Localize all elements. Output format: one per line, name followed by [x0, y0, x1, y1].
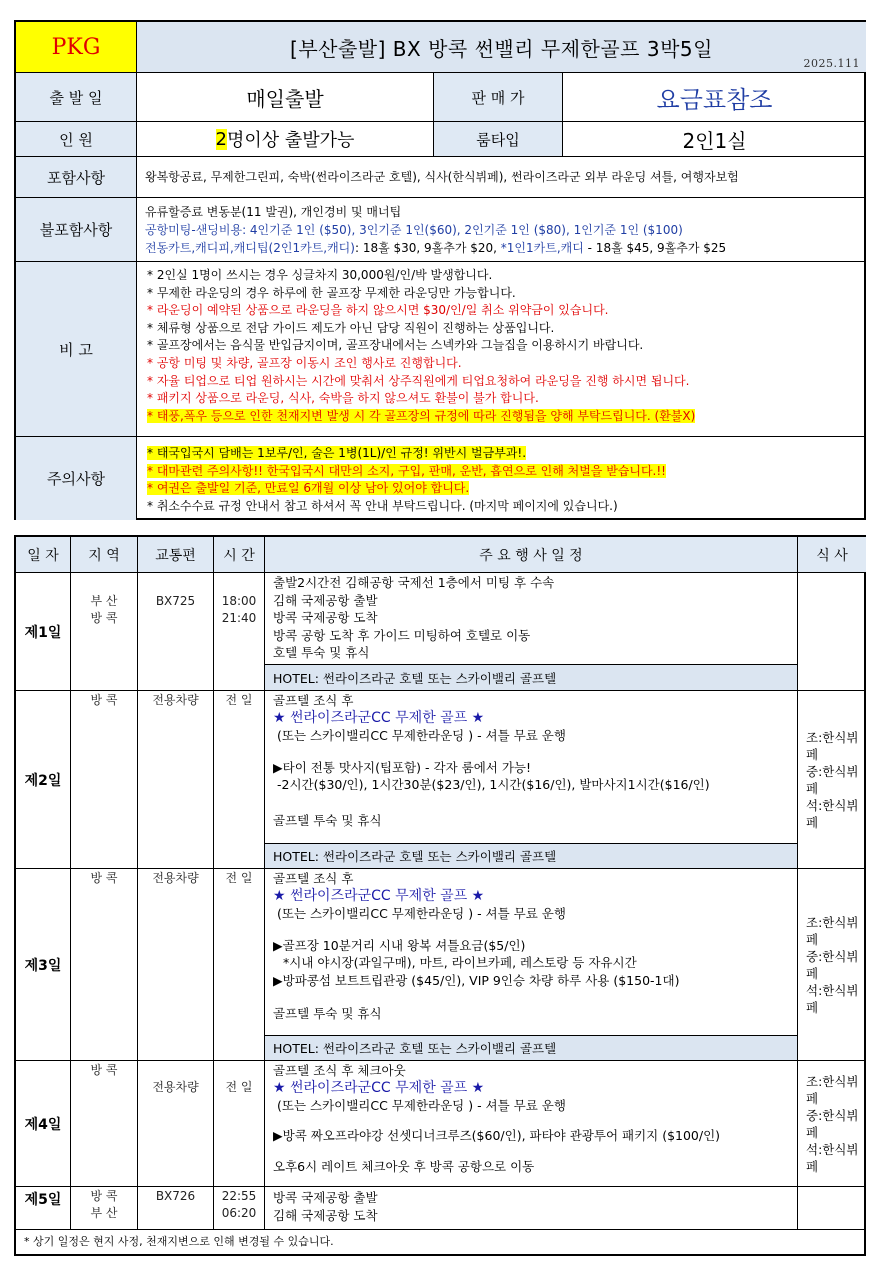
- day4-label: 제4일: [16, 1061, 71, 1187]
- day4-meal: [798, 1061, 866, 1187]
- col-header-transport: 교통편: [138, 537, 214, 573]
- day3-hotel: HOTEL: 썬라이즈라군 호텔 또는 스카이밸리 골프텔: [265, 1035, 797, 1060]
- day2-itinerary: [265, 691, 798, 869]
- day5-time-1: 22:55: [221, 1189, 257, 1203]
- day5-act-1: 방콕 국제공항 출발: [273, 1190, 378, 1205]
- day5-region: [71, 1187, 138, 1230]
- day2-region: [71, 691, 138, 869]
- day2-meal-dinner: 석:한식뷔페: [806, 797, 859, 830]
- day5-itinerary: [265, 1187, 798, 1230]
- price-value: 요금표참조: [563, 73, 866, 122]
- day4-meal-breakfast: 조:한식뷔페: [806, 1073, 859, 1106]
- remarks-line-text: * 체류형 상품으로 전담 가이드 제도가 아닌 담당 직원이 진행하는 상품입니다.: [147, 320, 555, 335]
- included-cell: [137, 157, 866, 198]
- day1-act-1: 출발2시간전 김해공항 국제선 1층에서 미팅 후 수속: [273, 575, 555, 590]
- day3-time-text: 전 일: [225, 871, 253, 885]
- day1-region-2: 방 콕: [90, 611, 118, 625]
- day5-region-2: 부 산: [90, 1206, 118, 1220]
- day5-flight: BX726: [155, 1189, 196, 1203]
- day2-act-6: 골프텔 투숙 및 휴식: [273, 812, 382, 828]
- day2-time-text: 전 일: [225, 693, 253, 707]
- day1-transport: [138, 573, 214, 691]
- day2-meal-lunch: 중:한식뷔페: [806, 763, 859, 796]
- col-header-day: 일 자: [16, 537, 71, 573]
- caution-label: 주의사항: [16, 437, 137, 520]
- excluded-line-2: [145, 221, 726, 239]
- excluded-line-3-black: : 18홀 $30, 9홀추가 $20,: [354, 240, 501, 255]
- day2-transport-text: 전용차량: [152, 693, 199, 707]
- caution-line: [147, 498, 666, 516]
- people-min-count: 2: [215, 128, 227, 150]
- day2-act-3: (또는 스카이밸리CC 무제한라운딩 ) - 셔틀 무료 운행: [277, 728, 566, 743]
- day4-transport: [138, 1061, 214, 1187]
- remarks-line: [147, 302, 695, 320]
- caution-line: [147, 463, 666, 481]
- spacer: [265, 745, 797, 759]
- day3-act-3: (또는 스카이밸리CC 무제한라운딩 ) - 셔틀 무료 운행: [277, 906, 566, 921]
- day5-region-1: 방 콕: [90, 1189, 118, 1203]
- remarks-line: [147, 285, 695, 303]
- excluded-line-1: 유류할증료 변동분(11 발권), 개인경비 및 매너팁: [145, 204, 402, 219]
- day3-time: [214, 869, 265, 1061]
- caution-line-text: * 태국입국시 담배는 1보루/인, 술은 1병(1L)/인 규정! 위반시 벌금부과!.: [147, 446, 527, 460]
- excluded-line-3-blue: 전동카트,캐디피,캐디팁(2인1카트,캐디): [145, 240, 355, 255]
- remarks-label: 비 고: [16, 262, 137, 437]
- caution-cell: [137, 437, 866, 520]
- day2-transport: [138, 691, 214, 869]
- day1-flight: BX725: [155, 594, 196, 608]
- day4-act-3: (또는 스카이밸리CC 무제한라운딩 ) - 셔틀 무료 운행: [277, 1098, 566, 1113]
- included-label: 포함사항: [16, 157, 137, 198]
- remarks-line-text: * 태풍,폭우 등으로 인한 천재지변 발생 시 각 골프장의 규정에 따라 진행됨을 양해 부탁드립니다. (환불X): [147, 408, 696, 423]
- day1-time-2: 21:40: [221, 611, 257, 625]
- day2-region-text: 방 콕: [90, 693, 118, 707]
- day1-time: [214, 573, 265, 691]
- day3-act-7: 골프텔 투숙 및 휴식: [273, 1006, 382, 1021]
- price-label: 판 매 가: [434, 73, 563, 122]
- day5-transport: [138, 1187, 214, 1230]
- col-header-meal: 식 사: [798, 537, 866, 573]
- day2-hotel: HOTEL: 썬라이즈라군 호텔 또는 스카이밸리 골프텔: [265, 843, 797, 868]
- remarks-line: [147, 355, 695, 373]
- remarks-line: [147, 408, 695, 426]
- remarks-line: [147, 337, 695, 355]
- room-label: 룸타입: [434, 122, 563, 157]
- day3-boat-option: ▶방파콩섬 보트트립관광 ($45/인), VIP 9인승 차량 하루 사용 ($150-1대): [273, 972, 680, 988]
- people-value-text: 명이상 출발가능: [227, 130, 355, 151]
- day1-itinerary: [265, 573, 798, 691]
- day1-act-4: 방콕 공항 도착 후 가이드 미팅하여 호텔로 이동: [273, 627, 531, 643]
- day2-massage-option: ▶타이 전통 맛사지(팁포함) - 각자 룸에서 가능!: [273, 759, 532, 775]
- excluded-line-2-text: 공항미팅-샌딩비용: 4인기준 1인 ($50), 3인기준 1인($60), 2인기준 1인 ($80), 1인기준 1인 ($100): [145, 222, 683, 237]
- caution-list: [137, 437, 666, 515]
- day1-region: [71, 573, 138, 691]
- package-title: [137, 22, 866, 73]
- day2-act-1: 골프텔 조식 후: [273, 693, 354, 708]
- spacer: [265, 989, 797, 1005]
- day5-time: [214, 1187, 265, 1230]
- remarks-line-text: * 골프장에서는 음식물 반입금지이며, 골프장내에서는 스넥카와 그늘집을 이용하시기 바랍니다.: [147, 338, 644, 353]
- remarks-line: [147, 373, 695, 391]
- remarks-line-text: * 공항 미팅 및 차량, 골프장 이동시 조인 행사로 진행합니다.: [147, 355, 462, 370]
- day3-meal-breakfast: 조:한식뷔페: [806, 914, 859, 947]
- day3-region: [71, 869, 138, 1061]
- day5-meal: [798, 1187, 866, 1230]
- excluded-cell: [137, 198, 866, 262]
- day5-label: 제5일: [16, 1187, 71, 1230]
- people-label: 인 원: [16, 122, 137, 157]
- remarks-line: [147, 390, 695, 408]
- day3-transport: [138, 869, 214, 1061]
- included-text: 왕복항공료, 무제한그린피, 숙박(썬라이즈라군 호텔), 식사(한식뷔페), 썬라이즈라군 외부 라운딩 셔틀, 여행자보험: [145, 170, 739, 184]
- day1-act-3: 방콕 국제공항 도착: [273, 610, 378, 625]
- day3-region-text: 방 콕: [90, 871, 118, 885]
- day1-act-5: 호텔 투숙 및 휴식: [273, 645, 370, 660]
- day4-golf-highlight: ★ 썬라이즈라군CC 무제한 골프 ★: [273, 1079, 485, 1096]
- schedule-table: [14, 535, 866, 1256]
- caution-line-text: * 취소수수료 규정 안내서 참고 하셔서 꼭 안내 부탁드립니다. (마지막 페이지에 있습니다.): [147, 498, 618, 513]
- day4-meal-dinner: 석:한식뷔페: [806, 1141, 859, 1174]
- excluded-line-3-blue2: *1인1카트,캐디: [500, 240, 584, 255]
- caution-line-text: * 대마관련 주의사항!! 한국입국시 대만의 소지, 구입, 판매, 운반, 흡연으로 인해 처벌을 받습니다.!!: [147, 463, 666, 478]
- remarks-list: [137, 262, 695, 425]
- remarks-line-text: * 패키지 상품으로 라운딩, 식사, 숙박을 하지 않으셔도 환불이 불가 합니다.: [147, 391, 539, 406]
- day4-cruise-option: ▶방콕 짜오프라야강 선셋디너크루즈($60/인), 파타야 관광투어 패키지 ($100/인): [273, 1127, 721, 1143]
- excluded-label: 불포함사항: [16, 198, 137, 262]
- excluded-line-3: [145, 239, 726, 257]
- package-info-table: [14, 20, 866, 520]
- remarks-line-text: * 자율 티업으로 티업 원하시는 시간에 맞춰서 상주직원에게 티업요청하여 라운딩을 진행 하시면 됩니다.: [147, 373, 690, 388]
- day3-label: 제3일: [16, 869, 71, 1061]
- excluded-text: [137, 203, 726, 257]
- pkg-badge: PKG: [16, 22, 137, 73]
- remarks-line-text: * 라운딩이 예약된 상품으로 라운딩을 하지 않으시면 $30/인/일 취소 위약금이 있습니다.: [147, 303, 609, 318]
- day3-free-time: *시내 야시장(과일구매), 마트, 라이브카페, 레스토랑 등 자유시간: [283, 955, 637, 970]
- day1-act-2: 김해 국제공항 출발: [273, 592, 378, 608]
- issue-date: 2025.111: [803, 57, 860, 70]
- col-header-time: 시 간: [214, 537, 265, 573]
- spacer: [265, 1115, 797, 1127]
- day2-time: [214, 691, 265, 869]
- day3-act-1: 골프텔 조식 후: [273, 871, 354, 886]
- remarks-cell: [137, 262, 866, 437]
- spacer: [265, 1144, 797, 1158]
- day5-act-2: 김해 국제공항 도착: [273, 1207, 378, 1223]
- caution-line: [147, 480, 666, 498]
- departure-value: 매일출발: [137, 73, 434, 122]
- day4-meal-lunch: 중:한식뷔페: [806, 1107, 859, 1140]
- departure-label: 출 발 일: [16, 73, 137, 122]
- day4-region: [71, 1061, 138, 1187]
- day3-transport-text: 전용차량: [152, 871, 199, 885]
- col-header-region: 지 역: [71, 537, 138, 573]
- people-value: [137, 122, 434, 157]
- day4-region-text: 방 콕: [90, 1063, 118, 1077]
- remarks-line: [147, 267, 695, 285]
- day2-golf-highlight: ★ 썬라이즈라군CC 무제한 골프 ★: [273, 709, 485, 726]
- day2-meal-breakfast: 조:한식뷔페: [806, 729, 859, 762]
- room-value: 2인1실: [563, 122, 866, 157]
- day4-itinerary: [265, 1061, 798, 1187]
- excluded-line-3-end: - 18홀 $45, 9홀추가 $25: [583, 240, 727, 255]
- day3-golf-highlight: ★ 썬라이즈라군CC 무제한 골프 ★: [273, 887, 485, 904]
- day1-hotel: HOTEL: 썬라이즈라군 호텔 또는 스카이밸리 골프텔: [265, 664, 797, 690]
- caution-line-text: * 여권은 출발일 기준, 만료일 6개월 이상 남아 있어야 합니다.: [147, 481, 470, 496]
- day3-itinerary: [265, 869, 798, 1061]
- day1-time-1: 18:00: [221, 594, 257, 608]
- day5-time-2: 06:20: [221, 1206, 257, 1220]
- col-header-itinerary: 주 요 행 사 일 정: [265, 537, 798, 573]
- day2-label: 제2일: [16, 691, 71, 869]
- day1-meal: [798, 573, 866, 691]
- remarks-line: [147, 320, 695, 338]
- spacer: [265, 923, 797, 937]
- day3-shuttle-option: ▶골프장 10분거리 시내 왕복 셔틀요금($5/인): [273, 937, 526, 953]
- day2-massage-prices: -2시간($30/인), 1시간30분($23/인), 1시간($16/인), 발마사지1시간($16/인): [277, 777, 710, 792]
- day4-transport-text: 전용차량: [152, 1080, 199, 1094]
- package-title-text: [부산출발] BX 방콕 썬밸리 무제한골프 3박5일: [290, 36, 713, 61]
- day3-meal-dinner: 석:한식뷔페: [806, 982, 859, 1015]
- caution-line: [147, 445, 666, 463]
- day4-time-text: 전 일: [225, 1080, 253, 1094]
- day4-time: [214, 1061, 265, 1187]
- day1-label: 제1일: [16, 573, 71, 691]
- remarks-line-text: * 2인실 1명이 쓰시는 경우 싱글차지 30,000원/인/박 발생합니다.: [147, 268, 493, 282]
- day1-region-1: 부 산: [90, 594, 118, 608]
- day4-act-5: 오후6시 레이트 체크아웃 후 방콕 공항으로 이동: [273, 1159, 535, 1174]
- spacer: [265, 794, 797, 812]
- day3-meal-lunch: 중:한식뷔페: [806, 948, 859, 981]
- schedule-footnote: * 상기 일정은 현지 사정, 천재지변으로 인해 변경될 수 있습니다.: [24, 1235, 334, 1248]
- remarks-line-text: * 무제한 라운딩의 경우 하루에 한 골프장 무제한 라운딩만 가능합니다.: [147, 285, 516, 300]
- day4-act-1: 골프텔 조식 후 체크아웃: [273, 1063, 406, 1078]
- day2-meal: [798, 691, 866, 869]
- day3-meal: [798, 869, 866, 1061]
